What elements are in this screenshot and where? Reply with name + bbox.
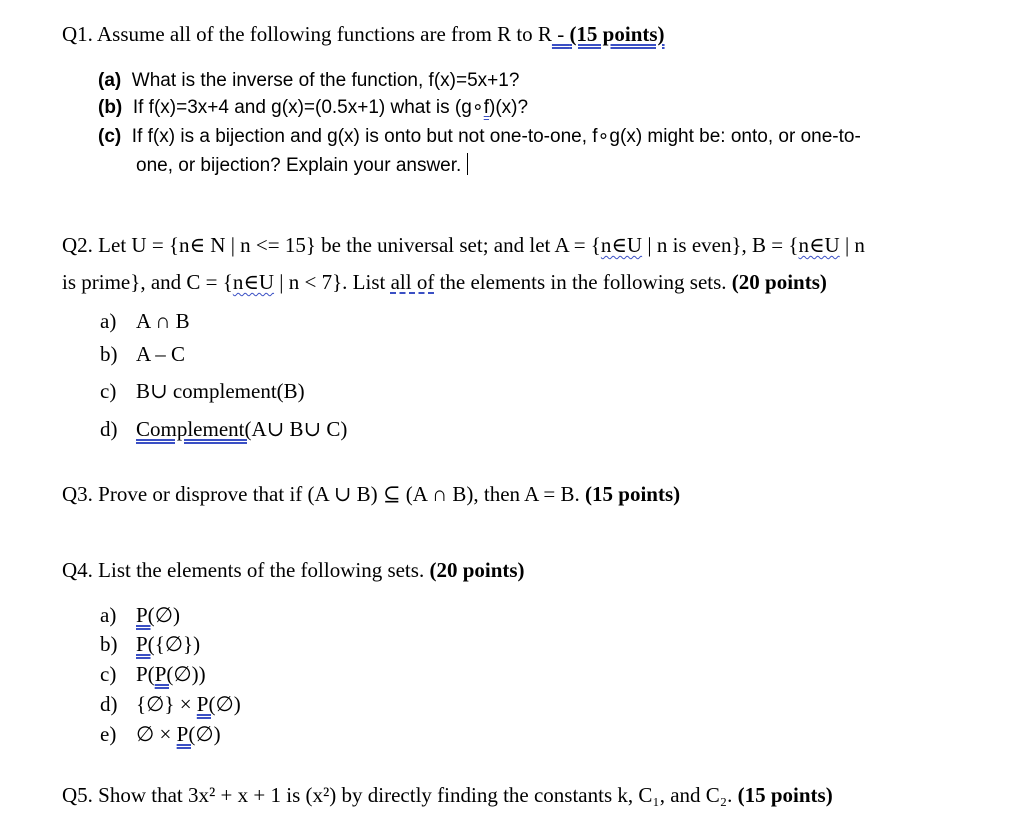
q4-item-b: b) P({∅}) (100, 632, 201, 656)
q1-part-b: (b) If f(x)=3x+4 and g(x)=(0.5x+1) what is (g∘f)(x)? (98, 97, 529, 118)
q2-heading-line2: is prime}, and C = {n∈U | n < 7}. List all of the elements in the following sets. (20 points) (62, 270, 827, 294)
q4-item-e: e) ∅ × P(∅) (100, 722, 221, 746)
q4-item-c: c) P(P(∅)) (100, 662, 206, 686)
q1-part-c-cont: one, or bijection? Explain your answer. (136, 153, 468, 177)
q2-item-b: b) A – C (100, 342, 186, 366)
q3-heading: Q3. Prove or disprove that if (A ∪ B) ⊆ (A ∩ B), then A = B. (15 points) (62, 482, 681, 506)
text-cursor (467, 153, 468, 175)
q2-item-d: d) Complement(A∪ B∪ C) (100, 417, 348, 441)
q1-heading: Q1. Assume all of the following functions are from R to R - (15 points) (62, 22, 665, 46)
q2-item-a: a) A ∩ B (100, 309, 190, 333)
q5-heading: Q5. Show that 3x² + x + 1 is (x²) by directly finding the constants k, C₁, and C₂. (15 points) (62, 783, 833, 807)
q4-item-a: a) P(∅) (100, 603, 180, 627)
q2-heading-line1: Q2. Let U = {n∈ N | n <= 15} be the universal set; and let A = {n∈U | n is even}, B = {n∈U | n (62, 233, 865, 257)
q4-heading: Q4. List the elements of the following sets. (20 points) (62, 558, 525, 582)
q1-part-c: (c) If f(x) is a bijection and g(x) is onto but not one-to-one, f∘g(x) might be: onto, or one-to- (98, 126, 861, 147)
q4-item-d: d) {∅} × P(∅) (100, 692, 241, 716)
q2-item-c: c) B∪ complement(B) (100, 379, 305, 403)
q1-part-a: (a) What is the inverse of the function, f(x)=5x+1? (98, 70, 520, 91)
